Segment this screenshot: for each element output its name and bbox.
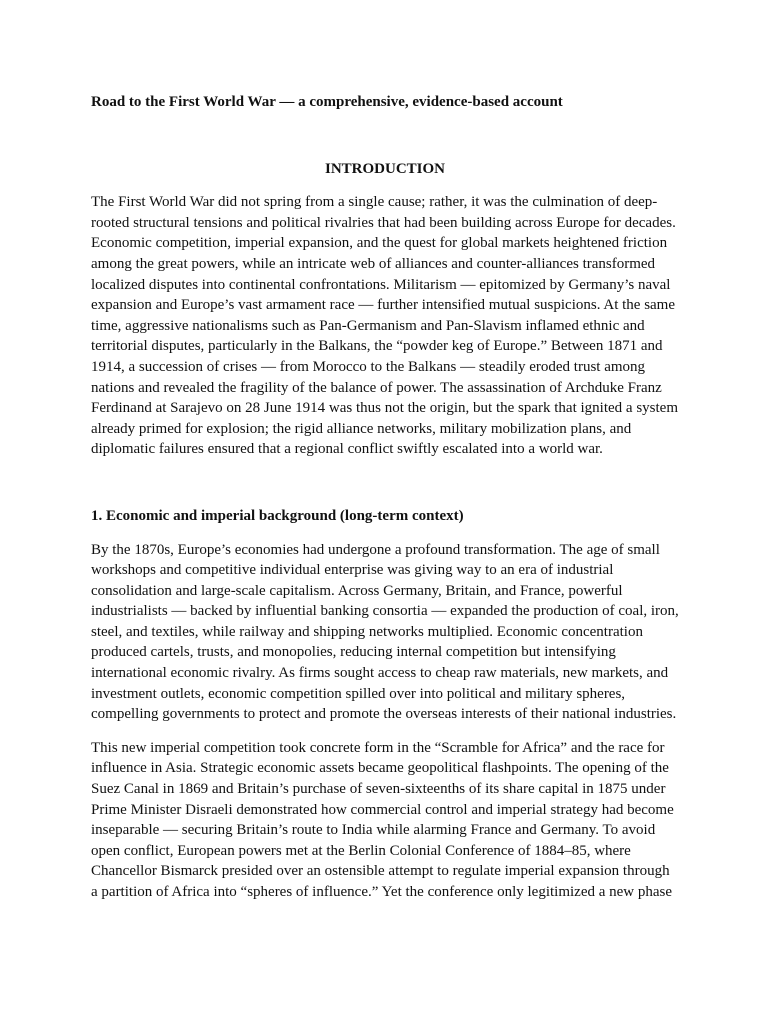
document-title: Road to the First World War — a comprehensive, evidence-based account [91,94,563,110]
introduction-heading: INTRODUCTION [324,160,445,177]
section-1-paragraph-2: This new imperial competition took concrete form in the “Scramble for Africa” and the race for influence in Asia. Strategic economic assets became geopolitical flashpoints. The opening of the Suez Canal in 1869 and Britain’s purchase of seven-sixteenths of its share capital in 1875 under Prime Minister Disraeli demonstrated how commercial control and imperial strategy had become inseparable — securing Britain’s route to India while alarming France and Germany. To avoid open conflict, European powers met at the Berlin Colonial Conference of 1884–85, where Chancellor Bismarck presided over an ostensible attempt to regulate imperial expansion through a partition of Africa into “spheres of influence.” Yet the conference only legitimized a new phase [91,739,674,900]
introduction-paragraph: The First World War did not spring from a single cause; rather, it was the culmination of deep-rooted structural tensions and political rivalries that had been building across Europe for decades. Economic competition, imperial expansion, and the quest for global markets heightened friction among the great powers, while an intricate web of alliances and counter-alliances transformed localized disputes into continental confrontations. Militarism — epitomized by Germany’s naval expansion and Europe’s vast armament race — further intensified mutual suspicions. At the same time, aggressive nationalisms such as Pan-Germanism and Pan-Slavism inflamed ethnic and territorial disputes, particularly in the Balkans, the “powder keg of Europe.” Between 1871 and 1914, a succession of crises — from Morocco to the Balkans — steadily eroded trust among nations and revealed the fragility of the balance of power. The assassination of Archduke Franz Ferdinand at Sarajevo on 28 June 1914 was thus not the origin, but the spark that ignited a system already primed for explosion; the rigid alliance networks, military mobilization plans, and diplomatic failures ensured that a regional conflict swiftly escalated into a world war. [91,194,678,458]
section-1-paragraph-1: By the 1870s, Europe’s economies had undergone a profound transformation. The age of small workshops and competitive individual enterprise was giving way to an era of industrial consolidation and large-scale capitalism. Across Germany, Britain, and France, powerful industrialists — backed by influential banking consortia — expanded the production of coal, iron, steel, and textiles, while railway and shipping networks multiplied. Economic concentration produced cartels, trusts, and monopolies, reducing internal competition but intensifying international economic rivalry. As firms sought access to cheap raw materials, new markets, and investment outlets, economic competition spilled over into political and military spheres, compelling governments to protect and promote the overseas interests of their national industries. [91,541,679,723]
section-1-heading: 1. Economic and imperial background (long-term context) [91,507,464,524]
document-body [91,92,679,903]
